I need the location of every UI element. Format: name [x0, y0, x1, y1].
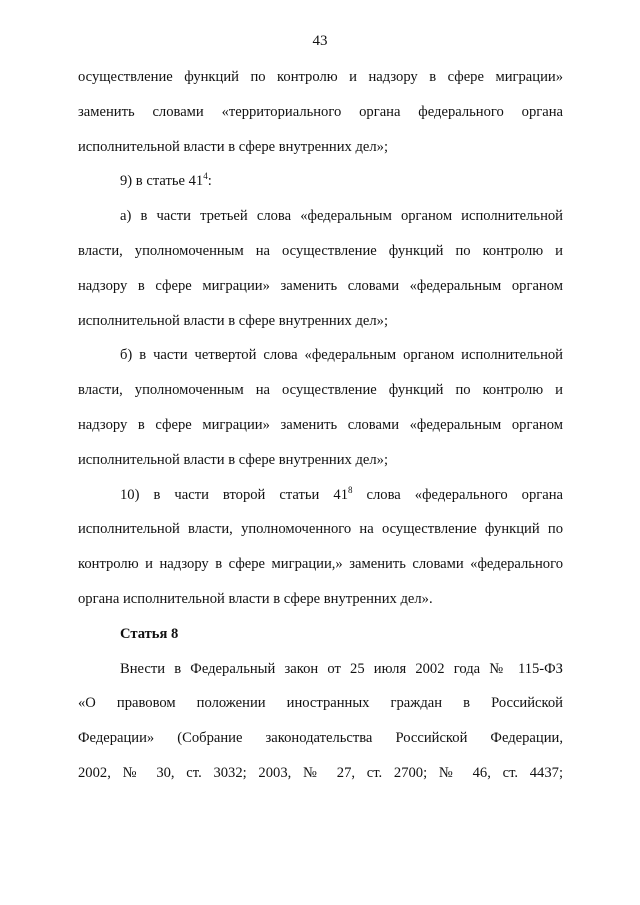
- text-line: осуществление функций по контролю и надзору в сфере миграции»: [78, 69, 563, 85]
- text-line: органа исполнительной власти в сфере внутренних дел».: [78, 590, 433, 607]
- document-body: [78, 60, 563, 791]
- text-line: заменить словами «территориального органа федерального органа: [78, 103, 563, 120]
- text-line: «О правовом положении иностранных граждан в Российской: [78, 695, 563, 712]
- page-number: 43: [312, 33, 328, 49]
- superscript-index: 8: [348, 484, 353, 495]
- text-fragment: 9) в статье 41: [120, 173, 204, 190]
- text-line: [78, 164, 563, 199]
- text-line: исполнительной власти в сфере внутренних дел»;: [78, 312, 389, 329]
- text-fragment: :: [207, 173, 212, 190]
- text-line: контролю и надзору в сфере миграции,» заменить словами «федерального: [78, 556, 563, 573]
- text-line: 2002, № 30, ст. 3032; 2003, № 27, ст. 2700; № 46, ст. 4437;: [78, 764, 563, 781]
- text-line: надзору в сфере миграции» заменить словами «федеральным органом: [78, 277, 563, 294]
- text-line: власти, уполномоченным на осуществление функций по контролю и: [78, 242, 563, 259]
- text-fragment: слова «федерального органа: [352, 486, 563, 503]
- text-line: исполнительной власти, уполномоченного на осуществление функций по: [78, 521, 563, 538]
- article-heading: Статья 8: [120, 625, 179, 642]
- text-line: [78, 478, 563, 513]
- text-line: власти, уполномоченным на осуществление функций по контролю и: [78, 382, 563, 399]
- superscript-index: 4: [203, 171, 208, 182]
- text-line: надзору в сфере миграции» заменить словами «федеральным органом: [78, 416, 563, 433]
- text-line: Внести в Федеральный закон от 25 июля 2002 года № 115-ФЗ: [120, 660, 563, 677]
- text-line: Федерации» (Собрание законодательства Российской Федерации,: [78, 730, 563, 747]
- text-fragment: 10) в части второй статьи 41: [120, 486, 348, 503]
- text-line: а) в части третьей слова «федеральным органом исполнительной: [120, 208, 563, 225]
- text-line: исполнительной власти в сфере внутренних дел»;: [78, 451, 389, 468]
- text-line: исполнительной власти в сфере внутренних дел»;: [78, 138, 389, 155]
- text-line: б) в части четвертой слова «федеральным органом исполнительной: [120, 347, 563, 364]
